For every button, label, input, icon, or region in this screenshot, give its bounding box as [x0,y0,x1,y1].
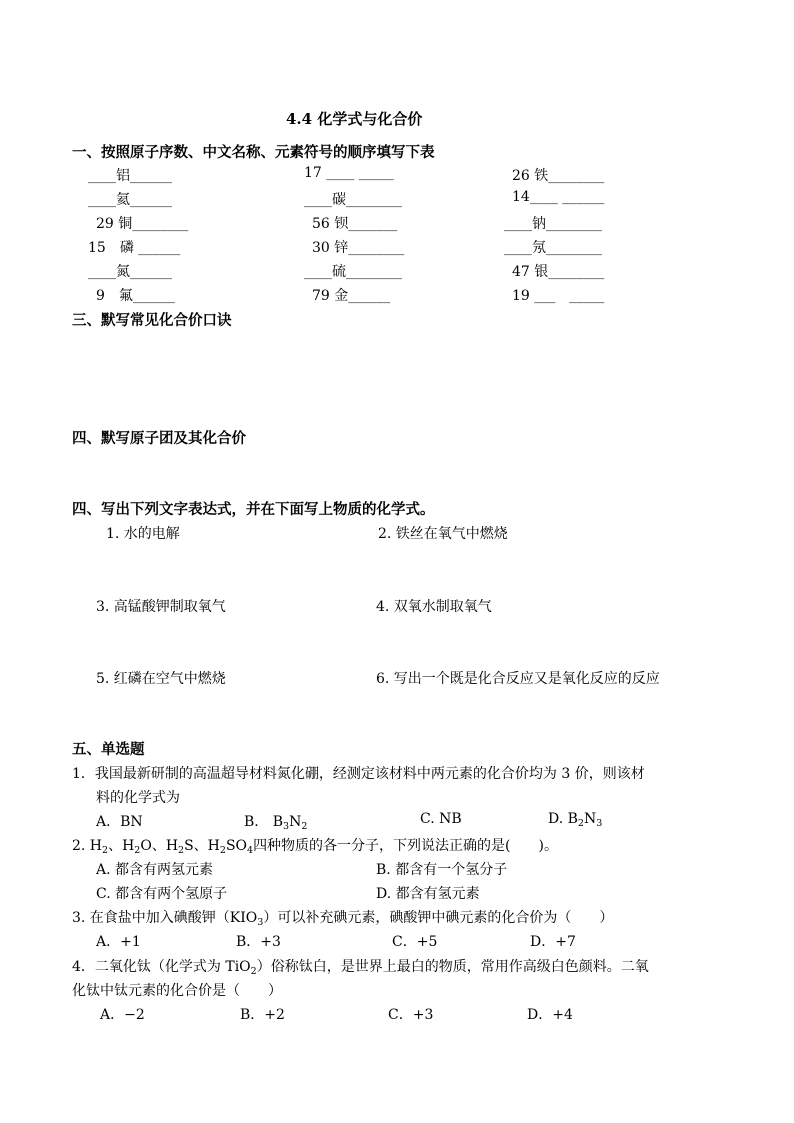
section4a-heading: 四、默写原子团及其化合价 [72,430,246,447]
section4b-heading [72,498,435,519]
table-cell: 9 氟______ [96,288,175,304]
table-cell: 30 锌________ [312,240,405,256]
table-cell: 15 磷 ______ [88,240,181,256]
option-a: A．−2 [100,1007,145,1023]
table-cell: 19 ___ _____ [512,288,605,304]
option-b: B．+3 [236,934,281,950]
option-b: B. $B_3N_2$ [244,814,308,832]
option-c: C．+3 [388,1007,434,1023]
option-c: C. NB [420,811,462,827]
question-4-line2: 化钛中钛元素的化合价是（ ） [72,983,282,999]
table-cell: ____碳________ [304,192,402,208]
table-cell: ____氦______ [88,192,172,208]
section5-heading: 五、单选题 [72,741,145,758]
table-cell: ____钠________ [504,216,602,232]
option-d: D. $B_2N_3$ [548,811,603,829]
task-item: 2. 铁丝在氧气中燃烧 [378,526,508,542]
option-a: A. 都含有两氢元素 [96,862,214,878]
option-d: D．+7 [530,934,576,950]
table-cell: 14____ ______ [512,189,605,205]
option-d: D．+4 [527,1007,573,1023]
section1-heading: 一、按照原子序数、中文名称、元素符号的顺序填写下表 [72,144,435,161]
table-cell: ____铝______ [88,168,172,184]
task-item: 3. 高锰酸钾制取氧气 [96,599,226,615]
option-a: A．+1 [96,934,141,950]
table-cell: ____硫________ [304,264,402,280]
table-cell: ____氖________ [504,240,602,256]
table-cell: ____氮______ [88,264,172,280]
option-d: D. 都含有氢元素 [376,886,480,902]
section4b-heading-bold: 并在下面写上物质的化学式。 [246,501,435,518]
option-b: B. 都含有一个氢分子 [376,862,508,878]
section4b-heading-normal: 四、写出下列文字表达式， [72,501,246,518]
page-title: 4.4 化学式与化合价 [286,110,423,128]
question-4-line1: 4．二氧化钛（化学式为 TiO$_2$）俗称钛白，是世界上最白的物质，常用作高级白色颜料。二氧 [72,959,649,977]
question-1-line1: 1．我国最新研制的高温超导材料氮化硼，经测定该材料中两元素的化合价均为 3 价，则该材 [72,766,645,782]
task-item: 4. 双氧水制取氧气 [376,599,492,615]
table-cell: 29 铜________ [96,216,189,232]
task-item: 6. 写出一个既是化合反应又是氧化反应的反应 [376,671,660,687]
table-cell: 17 ____ _____ [304,165,394,181]
option-a: A．BN [96,814,143,830]
table-cell: 79 金______ [312,288,391,304]
option-b: B．+2 [240,1007,285,1023]
question-3: 3. 在食盐中加入碘酸钾$(KIO_3)$可以补充碘元素，碘酸钾中碘元素的化合价为（ ） [72,910,614,928]
question-2: 2. $H_2$、$H_2O$、$H_2S$、$H_2SO_4$四种物质的各一分子，下列说法正确的是( )。 [72,838,558,856]
table-cell: 56 钡_______ [312,216,398,232]
question-1-line2: 料的化学式为 [96,790,180,806]
table-cell: 26 铁________ [512,168,605,184]
option-c: C．+5 [392,934,438,950]
table-cell: 47 银________ [512,264,605,280]
option-c: C. 都含有两个氢原子 [96,886,228,902]
section3-heading: 三、默写常见化合价口诀 [72,312,232,329]
task-item: 5. 红磷在空气中燃烧 [96,671,226,687]
task-item: 1. 水的电解 [106,526,180,542]
